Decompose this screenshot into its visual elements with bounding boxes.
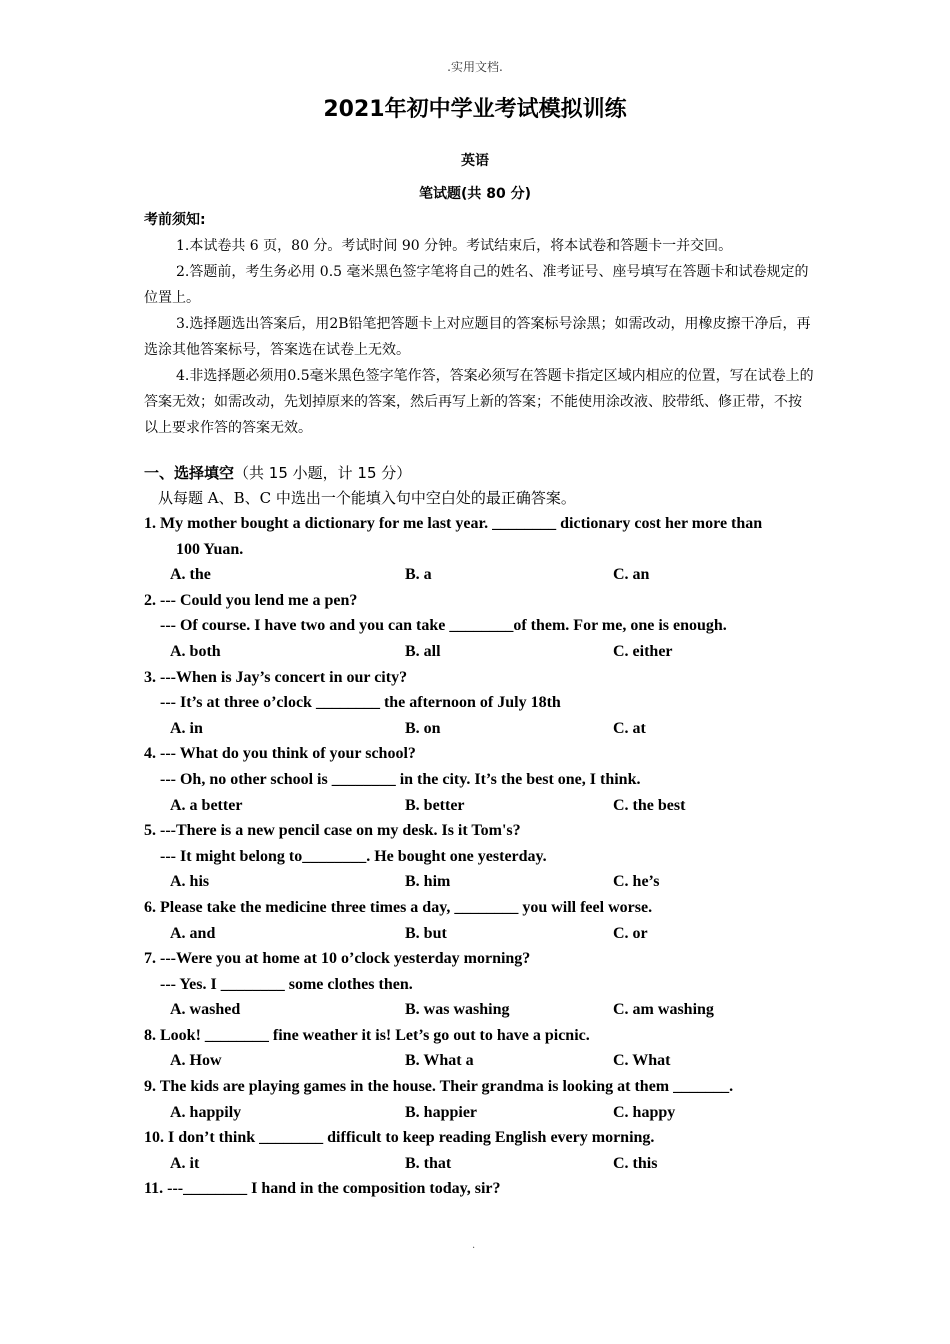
option-c: C. he’s: [613, 873, 660, 891]
question-stem: 2. --- Could you lend me a pen?: [144, 591, 358, 609]
question-continuation: 100 Yuan.: [176, 540, 244, 558]
question-2: [144, 588, 814, 665]
question-9: [144, 1074, 814, 1125]
option-b: B. him: [405, 873, 451, 891]
option-c: C. What: [613, 1052, 671, 1070]
notice-item: 1.本试卷共 6 页，80 分。考试时间 90 分钟。考试结束后，将本试卷和答题卡一并交回。: [176, 238, 733, 254]
option-b: B. on: [405, 719, 441, 737]
option-a: A. it: [170, 1154, 200, 1172]
option-a: A. a better: [170, 796, 243, 814]
answer-options: [144, 1048, 814, 1074]
option-a: A. his: [170, 873, 210, 891]
question-stem: 5. ---There is a new pencil case on my desk. Is it Tom's?: [144, 822, 521, 840]
option-c: C. either: [613, 642, 673, 660]
answer-options: [144, 1151, 814, 1177]
question-5: [144, 818, 814, 895]
question-stem: 6. Please take the medicine three times a day, ________ you will feel worse.: [144, 898, 653, 916]
section-count: （共 15 小题，计 15 分）: [234, 464, 412, 482]
header-note: .实用文档.: [447, 60, 503, 74]
option-a: A. How: [170, 1052, 222, 1070]
option-a: A. happily: [170, 1103, 242, 1121]
question-stem: 1. My mother bought a dictionary for me last year. ________ dictionary cost her more than: [144, 515, 763, 532]
question-stem: 11. ---________ I hand in the composition today, sir?: [144, 1180, 501, 1198]
option-a: A. washed: [170, 1001, 241, 1019]
paper-part-label: 笔试题(共 80 分): [418, 186, 532, 202]
question-8: [144, 1023, 814, 1074]
option-a: A. the: [170, 566, 211, 584]
option-b: B. What a: [405, 1052, 474, 1070]
option-a: A. in: [170, 719, 203, 737]
question-dialog: --- It might belong to________. He bought one yesterday.: [160, 847, 547, 865]
question-stem: 8. Look! ________ fine weather it is! Let’s go out to have a picnic.: [144, 1026, 590, 1044]
question-stem: 7. ---Were you at home at 10 o’clock yesterday morning?: [144, 950, 531, 968]
subject-label: 英语: [461, 153, 489, 169]
option-b: B. all: [405, 642, 441, 660]
section-instruction: 从每题 A、B、C 中选出一个能填入句中空白处的最正确答案。: [158, 489, 576, 507]
answer-options: [144, 997, 814, 1023]
option-c: C. happy: [613, 1103, 676, 1121]
notice-item: 4.非选择题必须用0.5毫米黑色签字笔作答，答案必须写在答题卡指定区域内相应的位置，写在试卷上的答案无效；如需改动，先划掉原来的答案，然后再写上新的答案；不能使用涂改液、胶带纸、修正带，不按以上要求作答的答案无效。: [144, 368, 814, 436]
option-a: A. and: [170, 924, 216, 942]
option-b: B. happier: [405, 1103, 478, 1121]
exam-notice: [144, 207, 814, 441]
question-3: [144, 665, 814, 742]
question-1: [144, 511, 814, 588]
question-dialog: --- Of course. I have two and you can take ________of them. For me, one is enough.: [160, 617, 727, 635]
answer-options: [144, 716, 814, 742]
question-6: [144, 895, 814, 946]
question-dialog: --- Yes. I ________ some clothes then.: [160, 975, 413, 993]
option-b: B. was washing: [405, 1001, 510, 1019]
option-b: B. better: [405, 796, 465, 814]
answer-options: [144, 1100, 814, 1126]
option-a: A. both: [170, 642, 221, 660]
option-c: C. this: [613, 1154, 658, 1172]
question-stem: 9. The kids are playing games in the house. Their grandma is looking at them _______.: [144, 1078, 734, 1096]
question-stem: 10. I don’t think ________ difficult to keep reading English every morning.: [144, 1129, 655, 1147]
question-10: [144, 1125, 814, 1176]
notice-item: 2.答题前，考生务必用 0.5 毫米黑色签字笔将自己的姓名、准考证号、座号填写在答题卡和试卷规定的位置上。: [144, 264, 809, 306]
question-7: [144, 946, 814, 1023]
option-b: B. but: [405, 924, 447, 942]
footer-mark: .: [472, 1240, 476, 1251]
question-dialog: --- It’s at three o’clock ________ the afternoon of July 18th: [160, 694, 561, 712]
question-11: [144, 1176, 814, 1202]
option-b: B. a: [405, 566, 432, 584]
question-stem: 4. --- What do you think of your school?: [144, 745, 416, 763]
option-b: B. that: [405, 1154, 452, 1172]
notice-heading: 考前须知:: [144, 212, 206, 228]
answer-options: [144, 869, 814, 895]
answer-options: [144, 921, 814, 947]
option-c: C. am washing: [613, 1001, 714, 1019]
option-c: C. the best: [613, 796, 686, 814]
answer-options: [144, 639, 814, 665]
answer-options: [144, 793, 814, 819]
section-title-text: 一、选择填空: [144, 464, 235, 482]
option-c: C. an: [613, 566, 650, 584]
question-dialog: --- Oh, no other school is ________ in the city. It’s the best one, I think.: [160, 770, 641, 788]
question-stem: 3. ---When is Jay’s concert in our city?: [144, 668, 408, 686]
notice-item: 3.选择题选出答案后，用2B铅笔把答题卡上对应题目的答案标号涂黑；如需改动，用橡皮擦干净后，再选涂其他答案标号，答案选在试卷上无效。: [144, 316, 811, 358]
page-title: 2021年初中学业考试模拟训练: [323, 97, 627, 122]
section-title: [144, 460, 814, 486]
option-c: C. at: [613, 719, 646, 737]
answer-options: [144, 562, 814, 588]
option-c: C. or: [613, 924, 648, 942]
section-multiple-choice: [144, 460, 814, 1202]
question-4: [144, 741, 814, 818]
